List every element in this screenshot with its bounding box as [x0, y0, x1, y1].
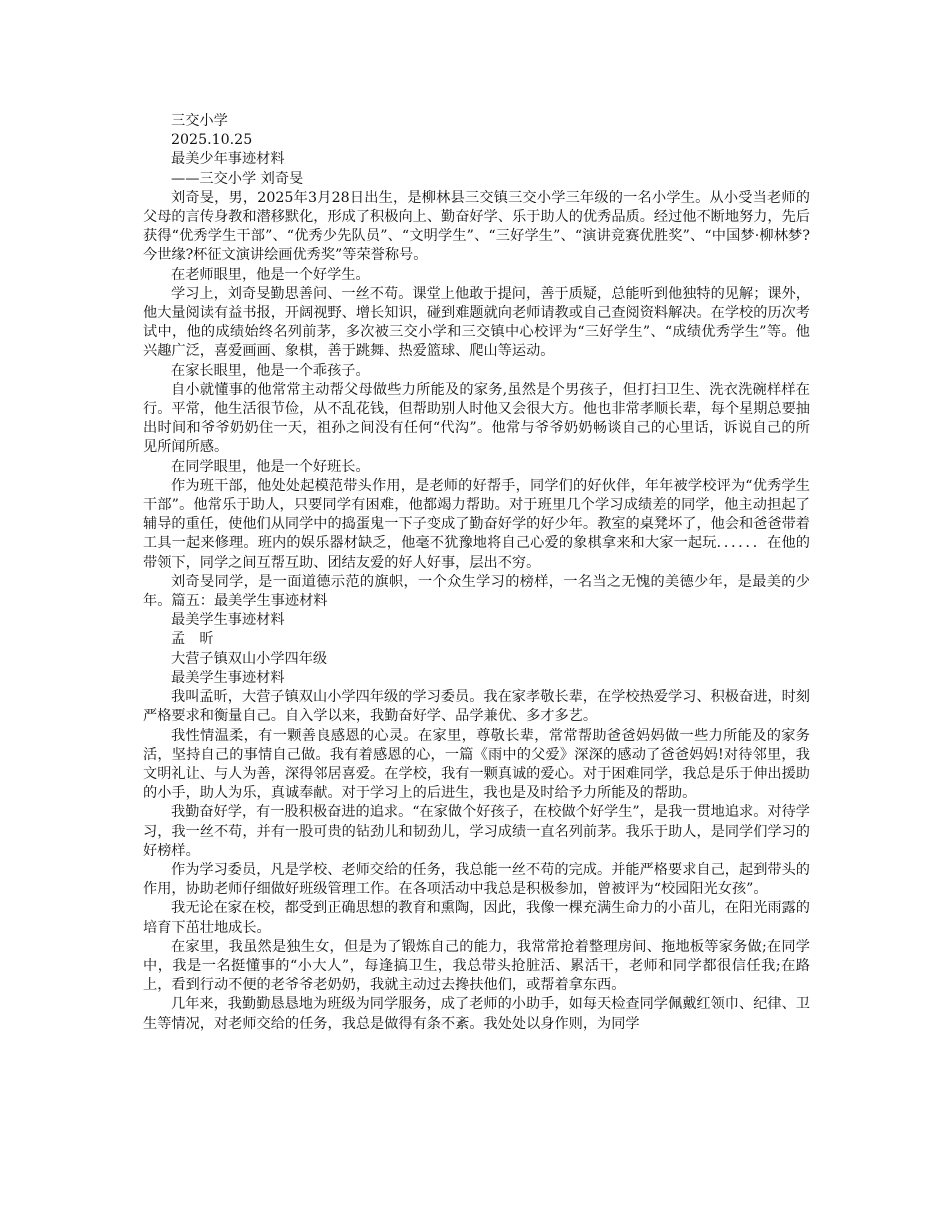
- school-grade: 大营子镇双山小学四年级: [171, 650, 328, 667]
- author-byline: ——三交小学 刘奇旻: [171, 170, 304, 187]
- paragraph: 刘奇旻，男，2025年3月28日出生，是柳林县三交镇三交小学三年级的一名小学生。从小受当老师的父母的言传身教和潜移默化，形成了积极向上、勤奋好学、乐于助人的优秀品质。经过他不断地努力，先后获得“优秀学生干部”、“优秀少先队员”、“文明学生”、“三好学生”、“演讲竞赛优胜奖”、“中国梦·柳林梦?今世缘?杯征文演讲绘画优秀奖”等荣誉称号。: [143, 189, 810, 264]
- document-title: 最美少年事迹材料: [171, 151, 285, 168]
- document-date: 2025.10.25: [171, 132, 253, 149]
- paragraph: 几年来，我勤勤恳恳地为班级为同学服务，成了老师的小助手，如每天检查同学佩戴红领巾、纪律、卫生等情况，对老师交给的任务，我总是做得有条不紊。我处处以身作则，为同学: [143, 996, 810, 1032]
- paragraph: 学习上，刘奇旻勤思善问、一丝不苟。课堂上他敢于提问，善于质疑，总能听到他独特的见解；课外，他大量阅读有益书报，开阔视野、增长知识，碰到难题就向老师请教或自己查阅资料解决。在学校的历次考试中，他的成绩始终名列前茅，多次被三交小学和三交镇中心校评为“三好学生”、“成绩优秀学生”等。他兴趣广泛，喜爱画画、象棋，善于跳舞、热爱篮球、爬山等运动。: [143, 285, 810, 360]
- paragraph: 我勤奋好学，有一股积极奋进的追求。“在家做个好孩子，在校做个好学生”，是我一贯地追求。对待学习，我一丝不苟，并有一股可贵的钻劲儿和韧劲儿，学习成绩一直名列前茅。我乐于助人，是同学们学习的好榜样。: [143, 804, 810, 859]
- paragraph: 作为学习委员，凡是学校、老师交给的任务，我总能一丝不苟的完成。并能严格要求自己，起到带头的作用，协助老师仔细做好班级管理工作。在各项活动中我总是积极参加，曾被评为“校园阳光女孩”。: [143, 861, 810, 898]
- paragraph: 作为班干部，他处处起模范带头作用，是老师的好帮手，同学们的好伙伴，年年被学校评为“优秀学生干部”。他常乐于助人，只要同学有困难，他都竭力帮助。对于班里几个学习成绩差的同学，他主动担起了辅导的重任，使他们从同学中的捣蛋鬼一下子变成了勤奋好学的好少年。教室的桌凳坏了，他会和爸爸带着工具一起来修理。班内的娱乐器材缺乏，他毫不犹豫地将自己心爱的象棋拿来和大家一起玩．．．．．．在他的带领下，同学之间互帮互助、团结友爱的好人好事，层出不穷。: [143, 477, 810, 571]
- paragraph: 自小就懂事的他常常主动帮父母做些力所能及的家务,虽然是个男孩子，但打扫卫生、洗衣洗碗样样在行。平常，他生活很节俭，从不乱花钱，但帮助别人时他又会很大方。他也非常孝顺长辈，每个星期总要抽出时间和爷爷奶奶住一天，祖孙之间没有任何“代沟”。他常与爷爷奶奶畅谈自己的心里话，诉说自己的所见所闻所感。: [143, 381, 810, 456]
- section-lead: 在同学眼里，他是一个好班长。: [171, 458, 370, 475]
- second-title: 最美学生事迹材料: [171, 612, 285, 629]
- paragraph: 在家里，我虽然是独生女，但是为了锻炼自己的能力，我常常抢着整理房间、拖地板等家务做;在同学中，我是一名挺懂事的“小大人”，每逢搞卫生，我总带头抢脏活、累活干，老师和同学都很信任我;在路上，看到行动不便的老爷爷老奶奶，我就主动过去搀扶他们，或帮着拿东西。: [143, 938, 810, 994]
- school-name: 三交小学: [171, 113, 228, 129]
- document-page: [143, 112, 810, 1034]
- second-title-repeat: 最美学生事迹材料: [171, 669, 285, 686]
- paragraph: 我叫孟昕，大营子镇双山小学四年级的学习委员。我在家孝敬长辈，在学校热爱学习、积极奋进，时刻严格要求和衡量自己。自入学以来，我勤奋好学、品学兼优、多才多艺。: [143, 689, 810, 725]
- section-lead: 在老师眼里，他是一个好学生。: [171, 266, 370, 283]
- paragraph: 我无论在家在校，都受到正确思想的教育和熏陶，因此，我像一棵充满生命力的小苗儿，在阳光雨露的培育下茁壮地成长。: [143, 900, 810, 936]
- student-name: 孟 昕: [171, 631, 214, 648]
- paragraph: 我性情温柔，有一颗善良感恩的心灵。在家里，尊敬长辈，常常帮助爸爸妈妈做一些力所能及的家务活，坚持自己的事情自己做。我有着感恩的心，一篇《雨中的父爱》深深的感动了爸爸妈妈!对待邻里，我文明礼让、与人为善，深得邻居喜爱。在学校，我有一颗真诚的爱心。对于困难同学，我总是乐于伸出援助的小手，助人为乐，真诚奉献。对于学习上的后进生，我也是及时给予力所能及的帮助。: [143, 727, 810, 802]
- paragraph: 刘奇旻同学，是一面道德示范的旗帜，一个众生学习的榜样，一名当之无愧的美德少年，是最美的少年。篇五：最美学生事迹材料: [143, 573, 810, 610]
- section-lead: 在家长眼里，他是一个乖孩子。: [171, 362, 370, 379]
